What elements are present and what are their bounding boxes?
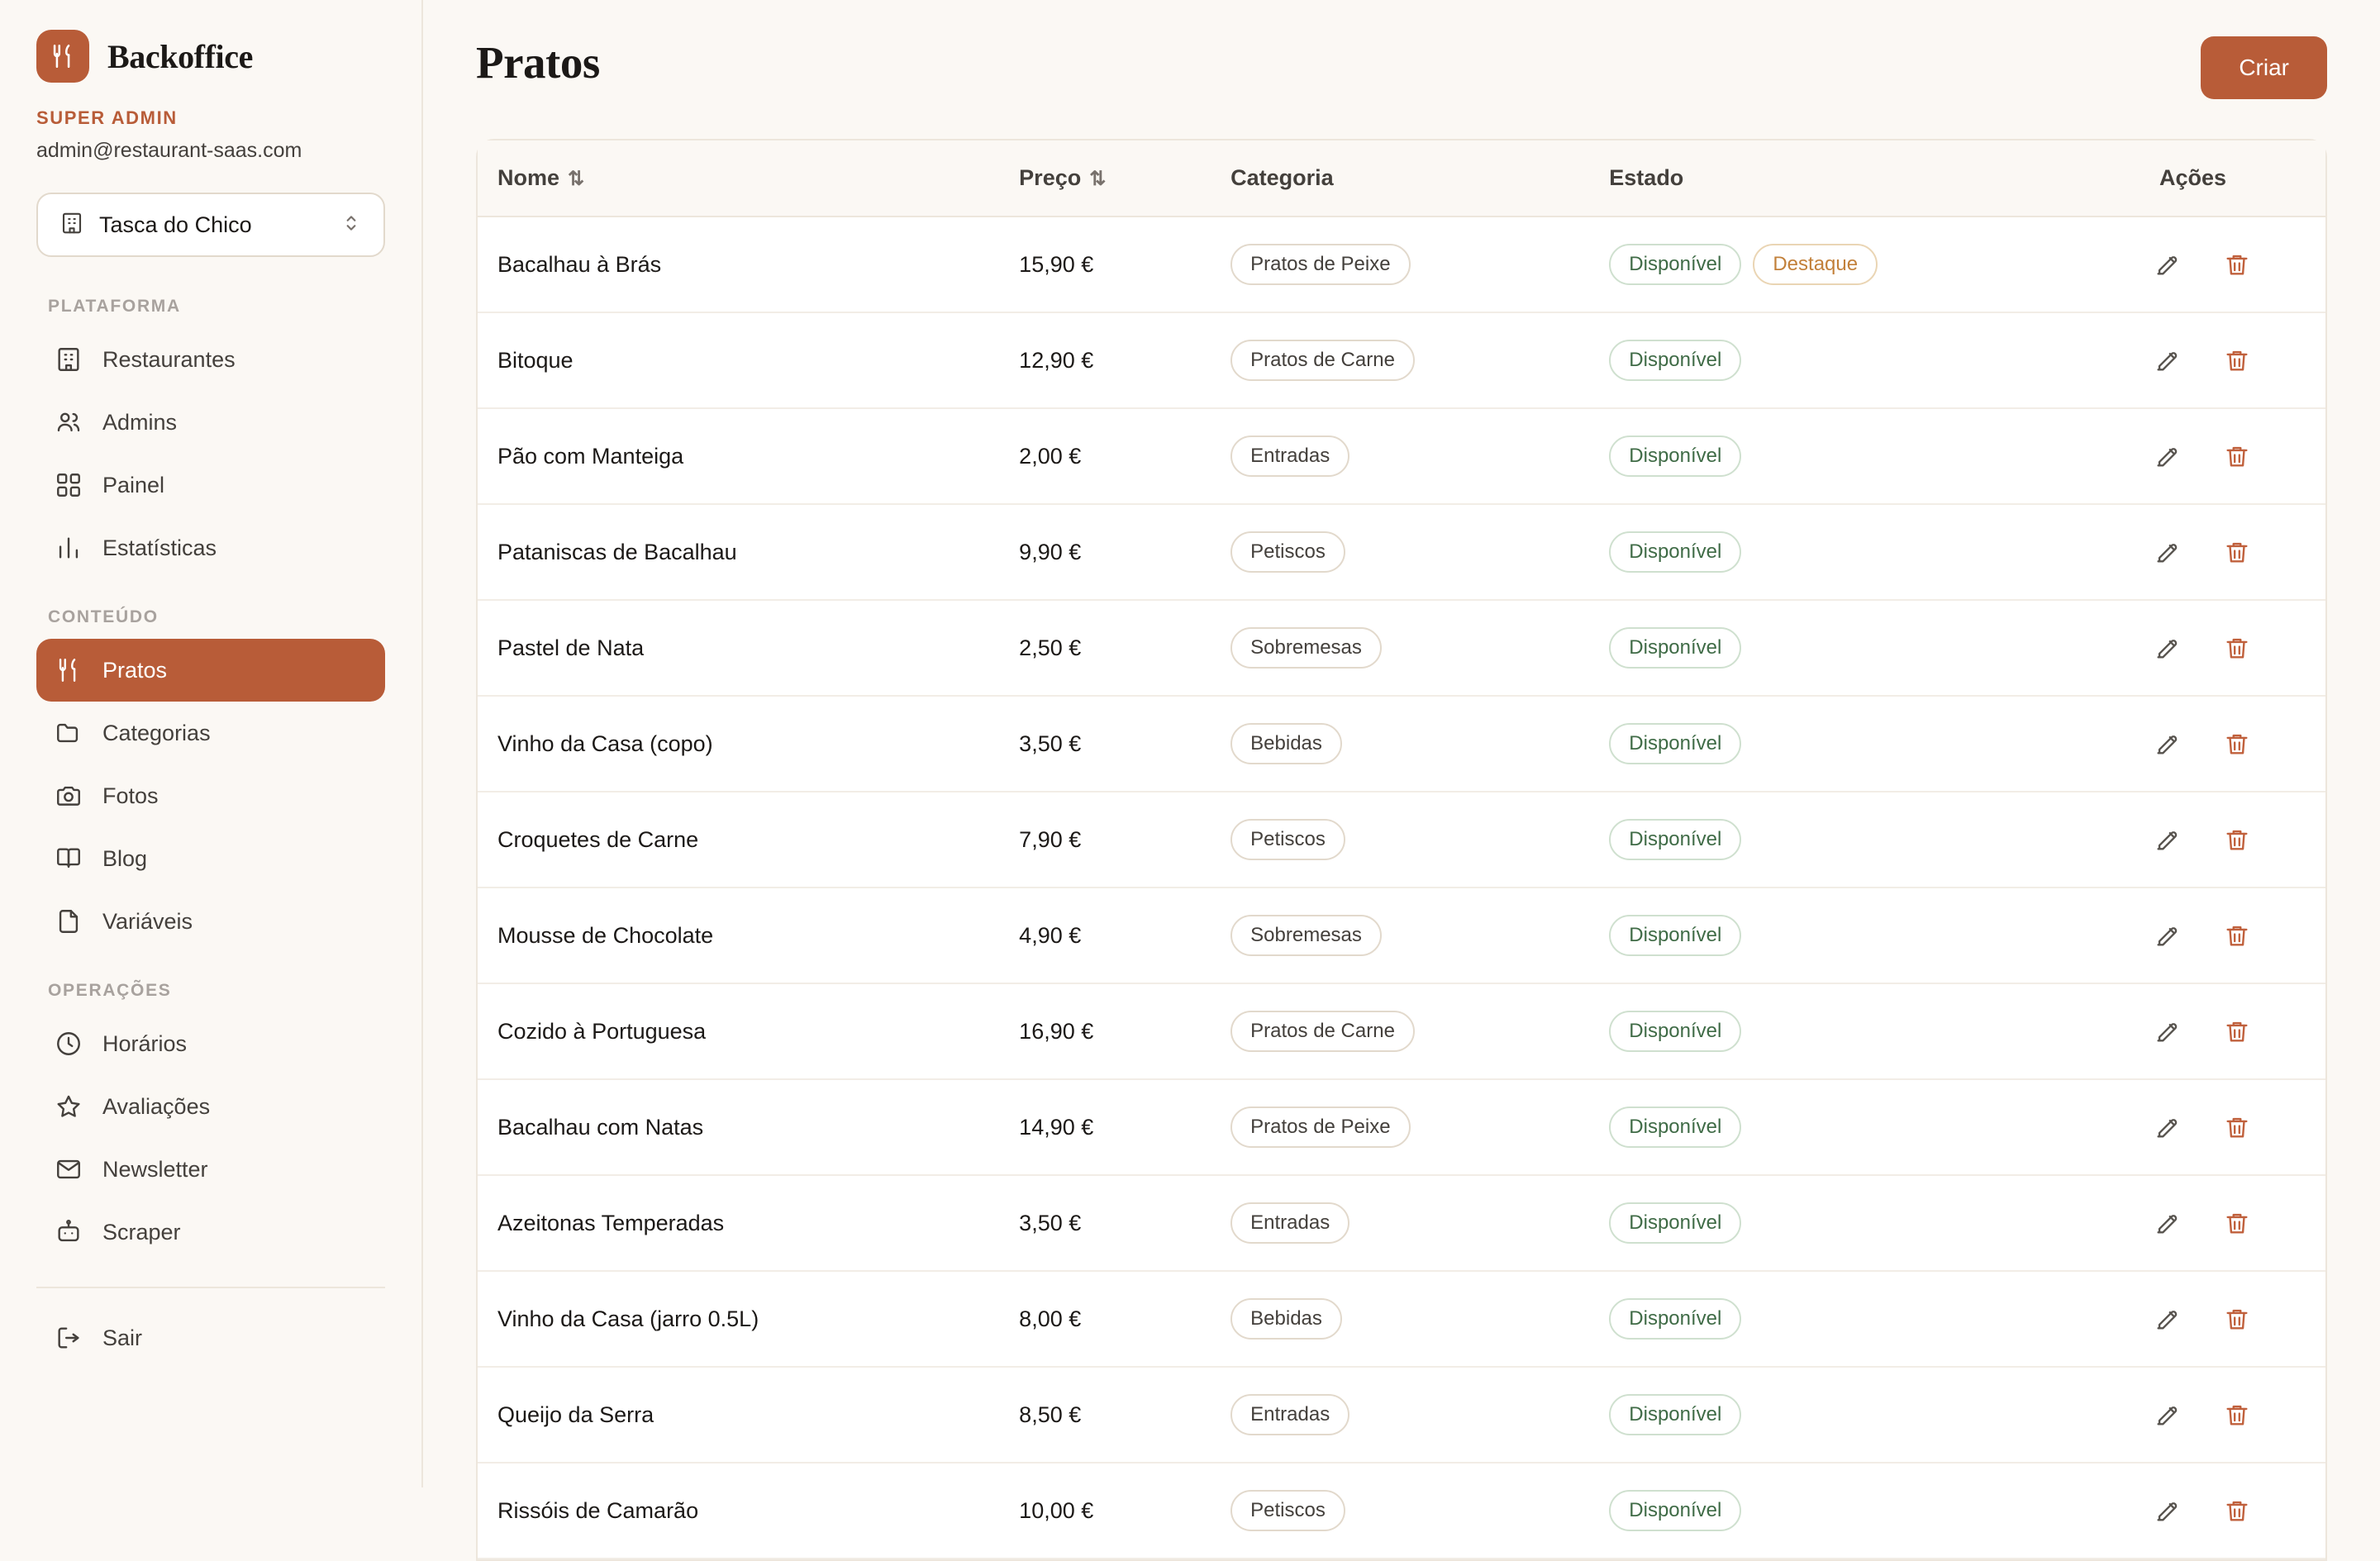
users-icon [55,408,83,436]
cell-acoes [2121,600,2325,696]
delete-icon[interactable] [2215,338,2259,383]
cell-preco: 16,90 € [1019,983,1230,1079]
edit-icon[interactable] [2145,1009,2190,1054]
building-icon [60,211,84,240]
status-badge: Disponível [1609,627,1741,669]
brand [36,30,385,83]
status-badge: Disponível [1609,1202,1741,1244]
categoria-chip: Entradas [1230,1394,1349,1435]
edit-icon[interactable] [2145,913,2190,958]
table-row [478,983,2325,1079]
pratos-table-card [476,139,2327,1561]
column-header-nome[interactable] [478,140,1019,217]
cell-categoria [1230,312,1609,408]
cell-nome: Mousse de Chocolate [478,888,1019,983]
categoria-chip: Pratos de Peixe [1230,244,1410,285]
cell-nome: Bacalhau com Natas [478,1079,1019,1175]
column-header-preco[interactable] [1019,140,1230,217]
utensils-icon [36,30,89,83]
sidebar-item-avaliacoes[interactable] [36,1075,385,1138]
table-row [478,312,2325,408]
edit-icon[interactable] [2145,1488,2190,1533]
status-badge: Disponível [1609,1394,1741,1435]
sidebar-item-newsletter[interactable] [36,1138,385,1201]
cell-preco: 12,90 € [1019,312,1230,408]
delete-icon[interactable] [2215,913,2259,958]
cell-preco: 9,90 € [1019,504,1230,600]
account-email: admin@restaurant-saas.com [36,139,302,162]
sidebar-item-label: Variáveis [102,908,193,934]
cell-estado [1609,1463,2121,1559]
column-header-categoria [1230,140,1609,217]
cell-preco: 10,00 € [1019,1463,1230,1559]
delete-icon[interactable] [2215,1392,2259,1437]
book-icon [55,845,83,873]
categoria-chip: Pratos de Carne [1230,1011,1415,1052]
create-button[interactable]: Criar [2201,36,2327,99]
cell-acoes [2121,792,2325,888]
table-row [478,1079,2325,1175]
cell-acoes [2121,696,2325,792]
delete-icon[interactable] [2215,1201,2259,1245]
cell-acoes [2121,1175,2325,1271]
sidebar-item-label: Sair [102,1325,143,1350]
cell-categoria [1230,1367,1609,1463]
table-row [478,792,2325,888]
cell-estado [1609,1079,2121,1175]
categoria-chip: Petiscos [1230,531,1345,573]
delete-icon[interactable] [2215,626,2259,670]
cell-preco: 2,00 € [1019,408,1230,504]
edit-icon[interactable] [2145,1105,2190,1149]
delete-icon[interactable] [2215,817,2259,862]
column-label: Nome [497,165,560,190]
table-header-row [478,140,2325,217]
delete-icon[interactable] [2215,1105,2259,1149]
sidebar-item-label: Avaliações [102,1093,211,1119]
robot-icon [55,1218,83,1246]
cell-categoria [1230,1175,1609,1271]
cell-nome: Pataniscas de Bacalhau [478,504,1019,600]
status-badge: Disponível [1609,435,1741,477]
categoria-chip: Bebidas [1230,1298,1342,1340]
clock-icon [55,1030,83,1058]
cell-acoes [2121,1079,2325,1175]
cell-estado [1609,217,2121,312]
sidebar-item-fotos[interactable] [36,764,385,827]
cell-nome: Cozido à Portuguesa [478,983,1019,1079]
sidebar-item-label: Categorias [102,720,211,745]
chart-icon [55,534,83,562]
status-badge: Disponível [1609,1490,1741,1531]
status-badge: Disponível [1609,244,1741,285]
sidebar-item-admins[interactable] [36,391,385,454]
table-row [478,600,2325,696]
delete-icon[interactable] [2215,1488,2259,1533]
delete-icon[interactable] [2215,721,2259,766]
logout-icon [55,1324,83,1352]
edit-icon[interactable] [2145,242,2190,287]
edit-icon[interactable] [2145,1297,2190,1341]
cell-nome: Bacalhau à Brás [478,217,1019,312]
column-header-estado [1609,140,2121,217]
cell-estado [1609,312,2121,408]
page-header [476,36,2327,99]
sidebar-item-label: Horários [102,1030,188,1056]
cell-preco: 8,00 € [1019,1271,1230,1367]
sidebar [0,0,423,1487]
cell-nome: Vinho da Casa (jarro 0.5L) [478,1271,1019,1367]
sidebar-item-label: Blog [102,845,148,871]
cell-acoes [2121,983,2325,1079]
edit-icon[interactable] [2145,338,2190,383]
table-row [478,1271,2325,1367]
column-label: Categoria [1230,165,1334,190]
nav-section-label-operacoes: OPERAÇÕES [48,981,172,1000]
sidebar-item-sair[interactable] [36,1306,385,1369]
status-badge: Disponível [1609,1107,1741,1148]
utensils-icon [55,656,83,684]
sidebar-item-horarios[interactable] [36,1012,385,1075]
cell-preco: 14,90 € [1019,1079,1230,1175]
cell-preco: 3,50 € [1019,696,1230,792]
delete-icon[interactable] [2215,1297,2259,1341]
sidebar-item-label: Admins [102,409,178,435]
categoria-chip: Pratos de Carne [1230,340,1415,381]
table-row [478,1463,2325,1559]
cell-categoria [1230,504,1609,600]
categoria-chip: Entradas [1230,435,1349,477]
table-row [478,217,2325,312]
status-badge: Disponível [1609,531,1741,573]
building-icon [55,345,83,374]
page-title: Pratos [476,37,600,88]
cell-estado [1609,1367,2121,1463]
cell-preco: 7,90 € [1019,792,1230,888]
status-badge: Disponível [1609,915,1741,956]
column-label: Estado [1609,165,1684,190]
cell-nome: Croquetes de Carne [478,792,1019,888]
table-head [478,140,2325,217]
cell-categoria [1230,408,1609,504]
mail-icon [55,1155,83,1183]
categoria-chip: Sobremesas [1230,627,1382,669]
cell-nome: Bitoque [478,312,1019,408]
sidebar-item-blog[interactable] [36,827,385,890]
cell-acoes [2121,312,2325,408]
edit-icon[interactable] [2145,817,2190,862]
cell-acoes [2121,504,2325,600]
delete-icon[interactable] [2215,434,2259,478]
categoria-chip: Entradas [1230,1202,1349,1244]
sidebar-divider [36,1287,385,1288]
sidebar-item-categorias[interactable] [36,702,385,764]
cell-estado [1609,792,2121,888]
sidebar-item-scraper[interactable] [36,1201,385,1264]
cell-estado [1609,600,2121,696]
sidebar-item-label: Newsletter [102,1156,208,1182]
table-row [478,888,2325,983]
cell-acoes [2121,1367,2325,1463]
status-badge: Disponível [1609,723,1741,764]
camera-icon [55,782,83,810]
cell-acoes [2121,217,2325,312]
sort-icon[interactable]: ⇅ [1089,168,1107,190]
categoria-chip: Petiscos [1230,1490,1345,1531]
status-badge: Disponível [1609,1298,1741,1340]
sidebar-item-pratos[interactable] [36,639,385,702]
cell-nome: Pastel de Nata [478,600,1019,696]
cell-acoes [2121,408,2325,504]
brand-title: Backoffice [107,37,253,75]
delete-icon[interactable] [2215,242,2259,287]
cell-nome: Queijo da Serra [478,1367,1019,1463]
cell-categoria [1230,1079,1609,1175]
table-row [478,1367,2325,1463]
cell-categoria [1230,696,1609,792]
main-content [423,0,2380,1523]
cell-acoes [2121,1271,2325,1367]
status-badge: Disponível [1609,1011,1741,1052]
table-body [478,217,2325,1559]
categoria-chip: Bebidas [1230,723,1342,764]
restaurant-selector-value: Tasca do Chico [99,212,252,237]
cell-categoria [1230,888,1609,983]
edit-icon[interactable] [2145,434,2190,478]
categoria-chip: Pratos de Peixe [1230,1107,1410,1148]
cell-acoes [2121,1463,2325,1559]
table-row [478,408,2325,504]
delete-icon[interactable] [2215,530,2259,574]
column-header-acoes [2121,140,2325,217]
sidebar-item-estatisticas[interactable] [36,516,385,579]
sidebar-item-painel[interactable] [36,454,385,516]
sidebar-item-label: Pratos [102,657,168,683]
sidebar-item-restaurantes[interactable] [36,328,385,391]
cell-estado [1609,983,2121,1079]
categoria-chip: Petiscos [1230,819,1345,860]
sidebar-item-label: Scraper [102,1219,181,1245]
cell-nome: Rissóis de Camarão [478,1463,1019,1559]
cell-categoria [1230,600,1609,696]
sidebar-item-label: Estatísticas [102,535,217,560]
sort-icon[interactable]: ⇅ [568,168,585,190]
sidebar-item-label: Restaurantes [102,346,236,372]
account-role: SUPER ADMIN [36,107,178,128]
pratos-table [478,140,2325,1559]
delete-icon[interactable] [2215,1009,2259,1054]
sidebar-item-label: Fotos [102,783,159,808]
edit-icon[interactable] [2145,626,2190,670]
cell-estado [1609,1175,2121,1271]
cell-estado [1609,504,2121,600]
sidebar-item-label: Painel [102,472,165,497]
table-row [478,504,2325,600]
cell-estado [1609,696,2121,792]
cell-acoes [2121,888,2325,983]
cell-nome: Pão com Manteiga [478,408,1019,504]
cell-categoria [1230,1463,1609,1559]
column-label: Ações [2159,165,2226,190]
cell-preco: 4,90 € [1019,888,1230,983]
cell-preco: 2,50 € [1019,600,1230,696]
edit-icon[interactable] [2145,1392,2190,1437]
cell-estado [1609,888,2121,983]
edit-icon[interactable] [2145,721,2190,766]
cell-nome: Vinho da Casa (copo) [478,696,1019,792]
star-icon [55,1092,83,1121]
cell-preco: 8,50 € [1019,1367,1230,1463]
restaurant-selector[interactable] [36,193,385,257]
nav-section-label-conteudo: CONTEÚDO [48,607,159,626]
cell-categoria [1230,217,1609,312]
edit-icon[interactable] [2145,1201,2190,1245]
chevron-updown-icon [340,212,362,238]
cell-preco: 3,50 € [1019,1175,1230,1271]
column-label: Preço [1019,165,1082,190]
file-icon [55,907,83,935]
status-badge: Disponível [1609,340,1741,381]
table-row [478,1175,2325,1271]
categoria-chip: Sobremesas [1230,915,1382,956]
folder-icon [55,719,83,747]
status-badge: Disponível [1609,819,1741,860]
edit-icon[interactable] [2145,530,2190,574]
cell-categoria [1230,1271,1609,1367]
cell-estado [1609,408,2121,504]
cell-categoria [1230,983,1609,1079]
table-row [478,696,2325,792]
cell-categoria [1230,792,1609,888]
cell-preco: 15,90 € [1019,217,1230,312]
featured-badge: Destaque [1753,244,1878,285]
nav-section-label-plataforma: PLATAFORMA [48,297,181,316]
cell-estado [1609,1271,2121,1367]
sidebar-item-variaveis[interactable] [36,890,385,953]
grid-icon [55,471,83,499]
cell-nome: Azeitonas Temperadas [478,1175,1019,1271]
